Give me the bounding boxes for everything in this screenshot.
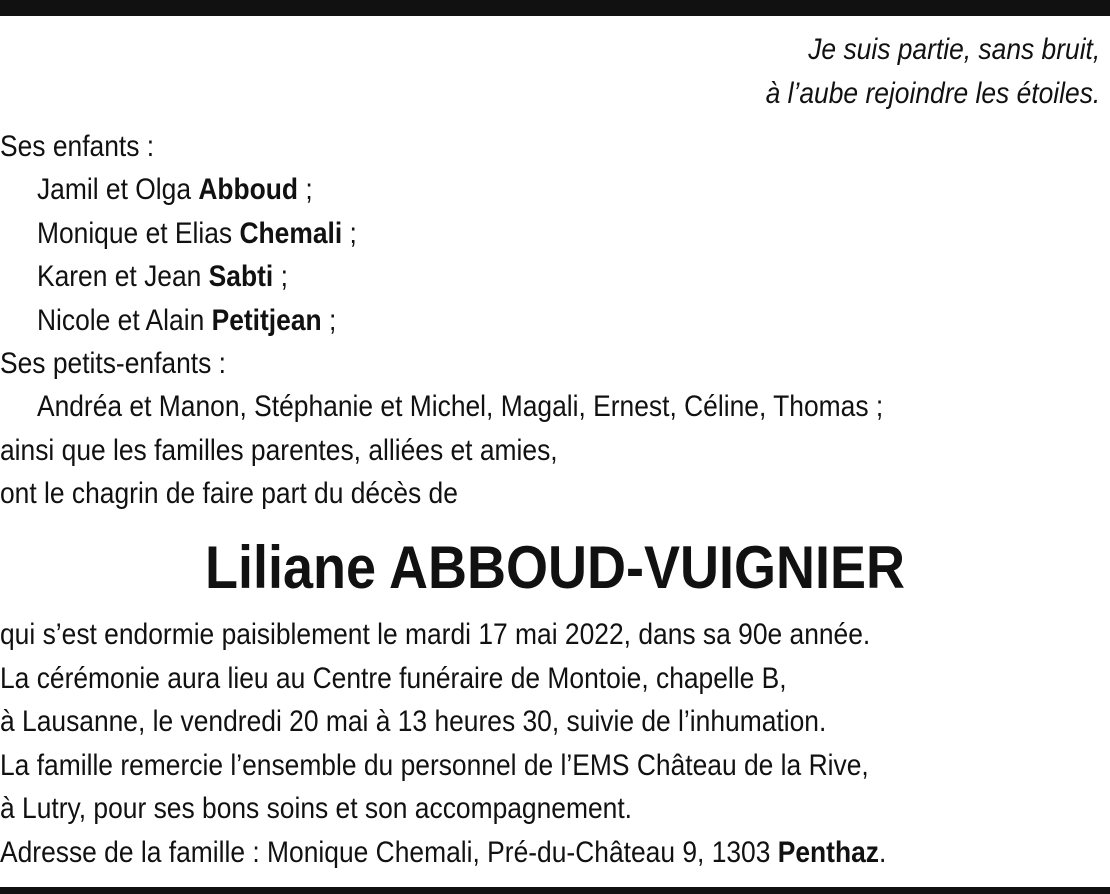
child-entry — [0, 299, 1091, 342]
bottom-border-rule — [0, 887, 1110, 894]
grandchildren-heading: Ses petits-enfants : — [0, 347, 226, 381]
child-surname: Chemali — [239, 216, 343, 250]
child-names: Nicole et Alain — [36, 303, 212, 337]
thanks-line: La famille remercie l’ensemble du personnel de l’EMS Château de la Rive, — [0, 748, 869, 782]
child-entry-end: ; — [342, 216, 357, 250]
address-text: Adresse de la famille : Monique Chemali, Pré-du-Château 9, 1303 — [0, 835, 778, 869]
announcement-line: ont le chagrin de faire part du décès de — [0, 477, 458, 511]
child-names: Jamil et Olga — [36, 173, 199, 207]
child-names: Karen et Jean — [36, 260, 209, 294]
epigraph — [765, 28, 1100, 116]
child-surname: Petitjean — [211, 303, 322, 337]
epigraph-line-1: Je suis partie, sans bruit, — [807, 33, 1100, 66]
thanks-line-2: à Lutry, pour ses bons soins et son accompagnement. — [0, 792, 633, 826]
epigraph-line-2: à l’aube rejoindre les étoiles. — [765, 77, 1100, 110]
top-border-rule — [0, 0, 1110, 16]
grandchildren-list: Andréa et Manon, Stéphanie et Michel, Magali, Ernest, Céline, Thomas ; — [36, 390, 884, 424]
child-names: Monique et Elias — [36, 216, 240, 250]
child-entry — [0, 255, 1091, 298]
family-address — [0, 831, 1091, 875]
child-entry — [0, 168, 1091, 211]
family-section — [0, 125, 1091, 516]
address-town: Penthaz — [777, 835, 879, 869]
child-entry-end: ; — [273, 260, 288, 294]
address-end: . — [878, 835, 887, 869]
child-entry — [0, 212, 1091, 255]
ceremony-location: La cérémonie aura lieu au Centre funéraire de Montoie, chapelle B, — [0, 661, 787, 695]
child-entry-end: ; — [321, 303, 337, 337]
relatives-line: ainsi que les familles parentes, alliées et amies, — [0, 433, 558, 467]
ceremony-time: à Lausanne, le vendredi 20 mai à 13 heures 30, suivie de l’inhumation. — [0, 705, 827, 739]
details-section — [0, 613, 1091, 875]
child-entry-end: ; — [298, 173, 313, 207]
child-surname: Sabti — [208, 260, 274, 294]
death-details: qui s’est endormie paisiblement le mardi 17 mai 2022, dans sa 90e année. — [0, 618, 871, 651]
children-heading: Ses enfants : — [0, 130, 155, 163]
deceased-name: Liliane ABBOUD-VUIGNIER — [204, 534, 906, 601]
child-surname: Abboud — [198, 173, 299, 207]
